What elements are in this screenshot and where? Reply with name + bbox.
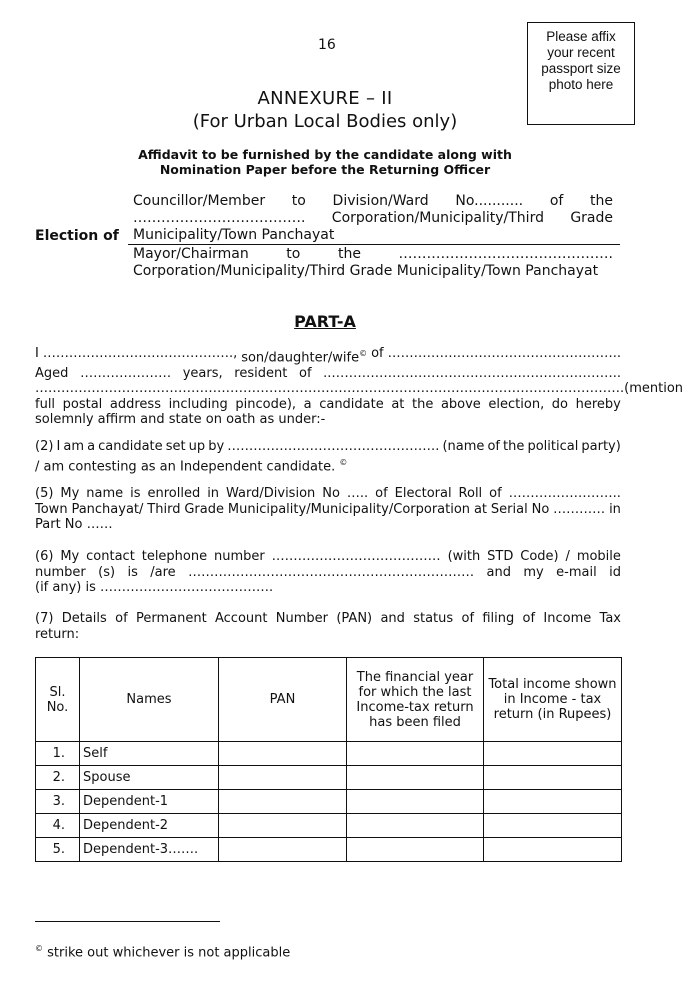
word: of [461,611,475,626]
word: Serial [490,501,528,517]
row-serial: 3. [36,790,80,814]
word: status [413,611,454,626]
word: …………………………………………. [227,439,440,454]
word: at [473,501,488,517]
row-serial: 1. [36,742,80,766]
pan-paragraph [35,611,621,642]
word: party) [581,439,621,454]
word: ….. [346,486,369,501]
word: postal [62,396,103,412]
word: …………….……………………………….. [387,346,621,361]
para-line [35,502,621,518]
word: and [380,611,405,626]
word: to [291,193,306,209]
word: to [286,246,301,262]
word: political [527,439,579,454]
word: ..…………………………….……….………………….. [323,365,621,381]
row-name: Dependent-3……. [80,838,219,862]
word: ………………………………………. [398,246,613,262]
table-row [36,790,622,814]
word: above [440,396,481,412]
para-line [35,439,621,455]
footnote-text: strike out whichever is not applicable [47,945,291,961]
word: ………………………………………………………………………………………………………………………. [35,381,625,397]
word: Number [275,611,329,626]
word: contact [86,549,135,564]
para-line [35,412,621,428]
word: ………………………………. [133,210,306,226]
row-year-cell[interactable] [347,838,484,862]
word: candidate [319,396,384,412]
word: my [523,564,544,580]
row-year-cell[interactable] [347,814,484,838]
table-row [36,742,622,766]
page-number: 16 [318,37,336,53]
word: e-mail [556,564,597,580]
electoral-roll-paragraph [35,486,621,533]
word: by [208,439,225,454]
councillor-line-2 [133,210,613,226]
word: in [207,486,220,501]
word: Panchayat/ [71,501,144,517]
word: the [337,246,361,262]
mayor-line-2: Corporation/Municipality/Third Grade Municipality/Town Panchayat [133,263,599,279]
pan-income-table [35,657,622,862]
word: (name [442,439,485,454]
word: No [531,501,550,517]
word: Details [61,611,107,626]
word: ………… [553,501,606,517]
row-serial: 5. [36,838,80,862]
row-income-cell[interactable] [484,742,622,766]
photo-placeholder-box [527,22,635,125]
word: at [391,396,405,412]
word: filing [482,611,515,626]
word: Roll [458,486,483,501]
word: am [63,439,85,454]
mayor-line-1 [133,246,613,262]
word: enrolled [147,486,201,501]
word: solemnly affirm and state on oath as under:- [35,412,326,428]
word: a [87,439,96,454]
word: Third [147,501,181,517]
word: ………………… [80,365,172,381]
word: candidate [98,439,163,454]
word: I [56,439,61,454]
photo-box-line: passport size [541,61,621,76]
header-financial-year: The financial year for which the last Income-tax return has been filed [347,658,484,742]
word: Ward/Division [226,486,316,501]
para-line [35,611,621,627]
word: full [35,396,56,412]
row-pan-cell[interactable] [219,790,347,814]
word: ………………………………………………………… [188,564,475,580]
word: including [168,396,228,412]
word: address [109,396,161,412]
word: hereby [575,396,621,412]
row-name: Dependent-2 [80,814,219,838]
table-row [36,838,622,862]
affidavit-line: Nomination Paper before the Returning Officer [159,162,491,177]
word: Account [214,611,268,626]
para-line [35,346,621,366]
affidavit-line: Affidavit to be furnished by the candidate along with [138,147,512,162]
word: number [214,549,265,564]
word: Grade [184,501,224,517]
table-row [36,814,622,838]
election-divider [128,244,620,245]
row-serial: 2. [36,766,80,790]
word: election, [488,396,545,412]
row-pan-cell[interactable] [219,766,347,790]
word: of [522,611,536,626]
annexure-title: ANNEXURE – II [257,88,393,109]
header-sl-no: Sl. No. [36,658,80,742]
word: Councillor/Member [133,193,266,209]
table-row [36,766,622,790]
word: No [322,486,340,501]
word: of [375,486,388,501]
para-line [35,486,621,502]
word: Town [35,501,68,517]
word: telephone [141,549,208,564]
affidavit-heading [0,147,650,177]
party-paragraph [35,439,621,474]
row-year-cell[interactable] [347,790,484,814]
word: of [298,365,312,381]
row-income-cell[interactable] [484,766,622,790]
header-names: Names [80,658,219,742]
para-line [35,517,621,533]
row-income-cell[interactable] [484,790,622,814]
footnote: © strike out whichever is not applicable [35,944,291,961]
word: of [549,193,564,209]
photo-box-line: Please affix [546,29,616,44]
row-name: Self [80,742,219,766]
word: the [412,396,434,412]
word: (7) [35,611,54,626]
word: ………………………………… [271,549,441,564]
councillor-line-1 [133,193,613,209]
word: up [188,439,206,454]
word: (PAN) [336,611,373,626]
word: Municipality/Municipality/Corporation [227,501,471,517]
row-name: Spouse [80,766,219,790]
word: Division/Ward [332,193,429,209]
word: STD [487,549,514,564]
word: I [35,346,39,361]
word: of [371,346,384,361]
word: name [86,486,124,501]
word: / [565,549,570,564]
contact-paragraph [35,549,621,596]
row-serial: 4. [36,814,80,838]
word: (2) [35,439,54,454]
word: (5) [35,486,54,501]
word: Mayor/Chairman [133,246,249,262]
header-total-income: Total income shown in Income - tax return (in Rupees) [484,658,622,742]
word: resident [234,365,288,381]
row-year-cell[interactable] [347,742,484,766]
word: pincode), [235,396,297,412]
table-header-row [36,658,622,742]
word: Income [543,611,592,626]
word: return: [35,626,80,642]
row-year-cell[interactable] [347,766,484,790]
word: / am contesting as an Independent candidate. © [35,457,348,474]
word: Electoral [394,486,452,501]
para-line [35,565,621,581]
declaration-paragraph [35,346,683,428]
word: ……………………….……………., [42,346,238,361]
word: Grade [570,210,613,226]
word: and [486,564,511,580]
word: set [165,439,186,454]
word: My [60,549,80,564]
word: Part No …… [35,517,113,532]
word: Aged [35,365,69,381]
photo-box-line: your recent [547,45,615,60]
word: Code) [520,549,559,564]
footnote-rule [35,921,220,922]
word: years, [182,365,223,381]
word: …………………….. [508,486,621,501]
word: the [503,439,525,454]
word: number [35,564,86,580]
part-a-heading: PART-A [294,312,356,331]
word: of [489,486,502,501]
word: the [590,193,613,209]
word: in [609,501,621,517]
word: /are [150,564,176,580]
word: Permanent [135,611,207,626]
word: No........... [455,193,524,209]
row-pan-cell[interactable] [219,838,347,862]
row-pan-cell[interactable] [219,814,347,838]
annexure-subtitle: (For Urban Local Bodies only) [192,111,458,132]
word: do [551,396,569,412]
word: of [487,439,500,454]
photo-box-line: photo here [548,77,614,92]
word: a [303,396,312,412]
word: son/daughter/wife© [241,349,368,366]
para-line [35,549,621,565]
word: (with [447,549,481,564]
row-income-cell[interactable] [484,814,622,838]
row-income-cell[interactable] [484,838,622,862]
para-line [35,397,621,413]
word: mobile [576,549,621,564]
word: of [115,611,128,626]
word: My [60,486,80,501]
word: (s) [98,564,116,580]
word: (if any) is …………………………………. [35,580,274,595]
para-line [35,580,621,596]
header-pan: PAN [219,658,347,742]
election-of-label: Election of [35,228,119,244]
word: (mention [624,381,683,397]
para-line [35,366,621,382]
para-line [35,627,621,643]
councillor-line-3: Municipality/Town Panchayat [133,227,335,243]
word: id [609,564,621,580]
word: is [127,564,138,580]
word: Tax [599,611,621,626]
word: is [130,486,141,501]
row-pan-cell[interactable] [219,742,347,766]
word: Corporation/Municipality/Third [331,210,544,226]
row-name: Dependent-1 [80,790,219,814]
word: (6) [35,549,54,564]
para-line [35,381,683,397]
para-line [35,455,621,475]
